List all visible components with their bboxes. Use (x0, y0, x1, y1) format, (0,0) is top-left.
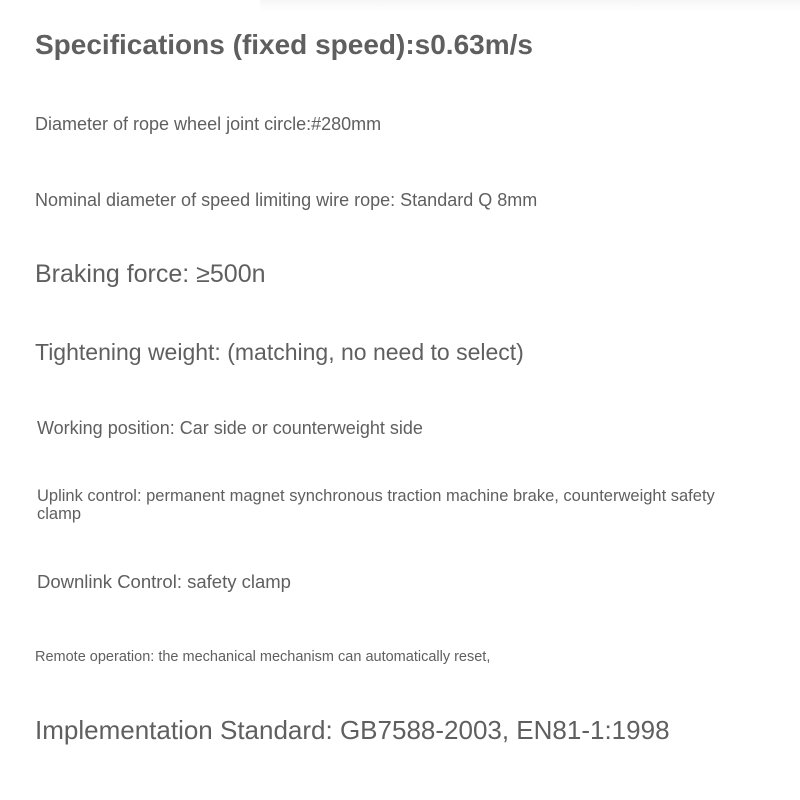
tightening-weight: Tightening weight: (matching, no need to select) (35, 339, 524, 365)
rope-wheel-joint-diameter: Diameter of rope wheel joint circle:#280mm (35, 114, 382, 134)
specifications-title: Specifications (fixed speed):s0.63m/s (35, 29, 533, 60)
top-shadow (260, 0, 800, 12)
wire-rope-diameter: Nominal diameter of speed limiting wire rope: Standard Q 8mm (35, 190, 538, 210)
braking-force: Braking force: ≥500n (35, 260, 266, 288)
working-position: Working position: Car side or counterweight side (37, 418, 423, 438)
remote-operation: Remote operation: the mechanical mechanism can automatically reset, (35, 649, 491, 665)
downlink-control: Downlink Control: safety clamp (37, 571, 291, 592)
implementation-standard: Implementation Standard: GB7588-2003, EN81-1:1998 (35, 715, 670, 745)
uplink-control: Uplink control: permanent magnet synchronous traction machine brake, counterweight safety clamp (37, 487, 715, 524)
